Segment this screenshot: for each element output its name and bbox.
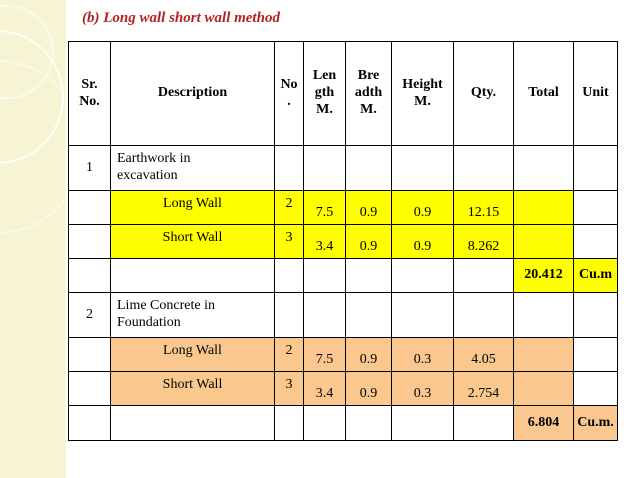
item-name: Short Wall [111, 225, 275, 259]
slide-title: (b) Long wall short wall method [82, 10, 280, 26]
item-breadth: 0.9 [346, 338, 392, 372]
item-name: Short Wall [111, 372, 275, 406]
section-description: Earthwork in excavation [111, 146, 275, 191]
item-no: 2 [275, 191, 304, 225]
item-length: 3.4 [304, 225, 346, 259]
item-length: 3.4 [304, 372, 346, 406]
item-breadth: 0.9 [346, 225, 392, 259]
table-row [69, 372, 618, 406]
item-length: 7.5 [304, 338, 346, 372]
table-row [69, 191, 618, 225]
estimate-table [68, 41, 618, 441]
section-description: Lime Concrete in Foundation [111, 293, 275, 338]
section-row [69, 293, 618, 338]
header-row [69, 42, 618, 146]
decorative-side-panel [0, 0, 66, 478]
section-unit: Cu.m [574, 259, 618, 293]
header-qty: Qty. [454, 42, 514, 146]
total-row [69, 259, 618, 293]
decorative-ring [0, 60, 66, 234]
header-breadth: Bre adth M. [346, 42, 392, 146]
item-no: 3 [275, 225, 304, 259]
item-height: 0.3 [392, 338, 454, 372]
item-length: 7.5 [304, 191, 346, 225]
section-sr: 2 [69, 293, 111, 338]
section-total: 6.804 [514, 406, 574, 441]
item-height: 0.3 [392, 372, 454, 406]
item-no: 3 [275, 372, 304, 406]
table-row [69, 225, 618, 259]
item-breadth: 0.9 [346, 372, 392, 406]
header-no: No . [275, 42, 304, 146]
item-name: Long Wall [111, 191, 275, 225]
section-total: 20.412 [514, 259, 574, 293]
total-row [69, 406, 618, 441]
section-unit: Cu.m. [574, 406, 618, 441]
header-sr: Sr. No. [69, 42, 111, 146]
item-no: 2 [275, 338, 304, 372]
item-qty: 2.754 [454, 372, 514, 406]
header-length: Len gth M. [304, 42, 346, 146]
header-description: Description [111, 42, 275, 146]
item-qty: 12.15 [454, 191, 514, 225]
item-breadth: 0.9 [346, 191, 392, 225]
header-unit: Unit [574, 42, 618, 146]
item-height: 0.9 [392, 225, 454, 259]
item-height: 0.9 [392, 191, 454, 225]
header-height: Height M. [392, 42, 454, 146]
section-sr: 1 [69, 146, 111, 191]
item-name: Long Wall [111, 338, 275, 372]
item-qty: 8.262 [454, 225, 514, 259]
item-qty: 4.05 [454, 338, 514, 372]
table-row [69, 338, 618, 372]
header-total: Total [514, 42, 574, 146]
section-row [69, 146, 618, 191]
